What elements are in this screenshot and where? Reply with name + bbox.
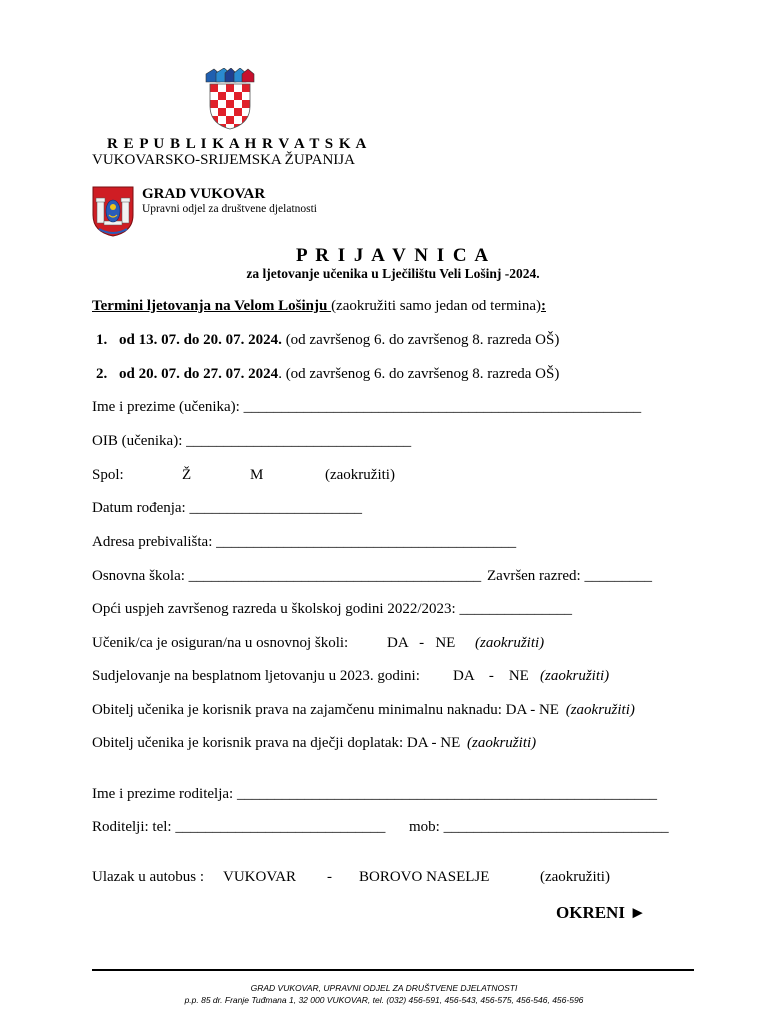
sex-label: Spol: — [92, 467, 124, 483]
term-1-number: 1. — [96, 332, 108, 348]
dob-field[interactable]: _______________________ — [189, 500, 362, 516]
term-2-number: 2. — [96, 366, 108, 382]
form-title: P R I J A V N I C A — [295, 245, 491, 266]
bus-option-borovo[interactable]: BOROVO NASELJE — [359, 869, 490, 885]
success-field[interactable]: _______________ — [459, 601, 572, 617]
parent-mob-label: mob: — [409, 819, 444, 835]
terms-heading-row — [92, 298, 546, 315]
bus-label: Ulazak u autobus : — [92, 869, 205, 885]
address-field[interactable]: ________________________________________ — [216, 534, 517, 550]
footer-line-2: p.p. 85 dr. Franje Tuđmana 1, 32 000 VUKOVAR, tel. (032) 456-591, 456-543, 456-575, 456-546, 456-596 — [184, 995, 584, 1005]
terms-note: (zaokružiti samo jedan od termina) — [331, 298, 541, 314]
country-name: R E P U B L I K A H R V A T S K A — [107, 136, 368, 152]
term-2-dates: od 20. 07. do 27. 07. 2024 — [119, 366, 279, 382]
oib-row — [92, 433, 411, 450]
school-label: Osnovna škola: — [92, 568, 189, 584]
child-benefit-label: Obitelj učenika je korisnik prava na dječji doplatak: DA - NE — [92, 735, 461, 751]
city-name: GRAD VUKOVAR — [142, 186, 266, 202]
insured-options[interactable]: DA - NE — [387, 635, 456, 651]
bus-dash: - — [327, 869, 332, 885]
min-wage-row[interactable] — [92, 702, 635, 719]
bus-note: (zaokružiti) — [540, 869, 610, 885]
address-label: Adresa prebivališta: — [92, 534, 217, 550]
sex-option-female[interactable]: Ž — [182, 467, 192, 483]
term-option-1[interactable] — [96, 332, 559, 349]
student-name-label: Ime i prezime (učenika): — [92, 399, 244, 415]
min-wage-label: Obitelj učenika je korisnik prava na zajamčenu minimalnu naknadu: DA - NE — [92, 702, 559, 718]
vukovar-coat-of-arms — [91, 185, 135, 237]
min-wage-note: (zaokružiti) — [565, 702, 635, 718]
dob-label: Datum rođenja: — [92, 500, 190, 516]
sex-note: (zaokružiti) — [325, 467, 395, 483]
parent-tel-field[interactable]: ____________________________ — [175, 819, 386, 835]
footer-divider — [92, 969, 694, 971]
parent-tel-row — [92, 819, 385, 836]
student-name-field[interactable]: _____________________________________________________ — [243, 399, 642, 415]
child-benefit-note: (zaokružiti) — [466, 735, 537, 751]
term-1-note: (od završenog 6. do završenog 8. razreda OŠ) — [281, 332, 560, 348]
school-row — [92, 568, 481, 585]
school-field[interactable]: _______________________________________ — [188, 568, 482, 584]
grade-label: Završen razred: — [487, 568, 585, 584]
dob-row — [92, 500, 362, 517]
previous-holiday-options[interactable]: DA - NE — [453, 668, 529, 684]
parent-tel-label: Roditelji: tel: — [92, 819, 176, 835]
bus-option-vukovar[interactable]: VUKOVAR — [223, 869, 297, 885]
previous-holiday-note: (zaokružiti) — [540, 668, 610, 684]
form-subtitle: za ljetovanje učenika u Lječilištu Veli Lošinj -2024. — [246, 266, 540, 281]
county-name: VUKOVARSKO-SRIJEMSKA ŽUPANIJA — [92, 152, 355, 168]
grade-field[interactable]: _________ — [584, 568, 652, 584]
oib-label: OIB (učenika): — [92, 433, 187, 449]
parent-mob-field[interactable]: ______________________________ — [443, 819, 669, 835]
term-option-2[interactable] — [96, 366, 559, 383]
grade-row — [487, 568, 652, 585]
turn-over-label: OKRENI ► — [556, 903, 647, 922]
footer-line-1: GRAD VUKOVAR, UPRAVNI ODJEL ZA DRUŠTVENE DJELATNOSTI — [250, 983, 518, 993]
parent-mob-row — [409, 819, 669, 836]
previous-holiday-label: Sudjelovanje na besplatnom ljetovanju u 2023. godini: — [92, 668, 420, 684]
term-1-dates: od 13. 07. do 20. 07. 2024. — [119, 332, 282, 348]
parent-name-field[interactable]: ________________________________________________________ — [236, 786, 657, 802]
terms-colon: : — [540, 298, 546, 314]
parent-name-label: Ime i prezime roditelja: — [92, 786, 237, 802]
student-name-row — [92, 399, 641, 416]
address-row — [92, 534, 516, 551]
parent-name-row — [92, 786, 657, 803]
term-2-note: . (od završenog 6. do završenog 8. razreda OŠ) — [278, 366, 560, 382]
oib-field[interactable]: ______________________________ — [186, 433, 412, 449]
department-name: Upravni odjel za društvene djelatnosti — [142, 203, 318, 215]
success-row — [92, 601, 572, 618]
insured-note: (zaokružiti) — [475, 635, 545, 651]
sex-option-male[interactable]: M — [250, 467, 264, 483]
child-benefit-row[interactable] — [92, 735, 536, 752]
insured-label: Učenik/ca je osiguran/na u osnovnoj školi: — [92, 635, 349, 651]
terms-heading: Termini ljetovanja na Velom Lošinju — [92, 298, 332, 314]
croatian-coat-of-arms — [203, 68, 257, 130]
success-label: Opći uspjeh završenog razreda u školskoj godini 2022/2023: — [92, 601, 460, 617]
